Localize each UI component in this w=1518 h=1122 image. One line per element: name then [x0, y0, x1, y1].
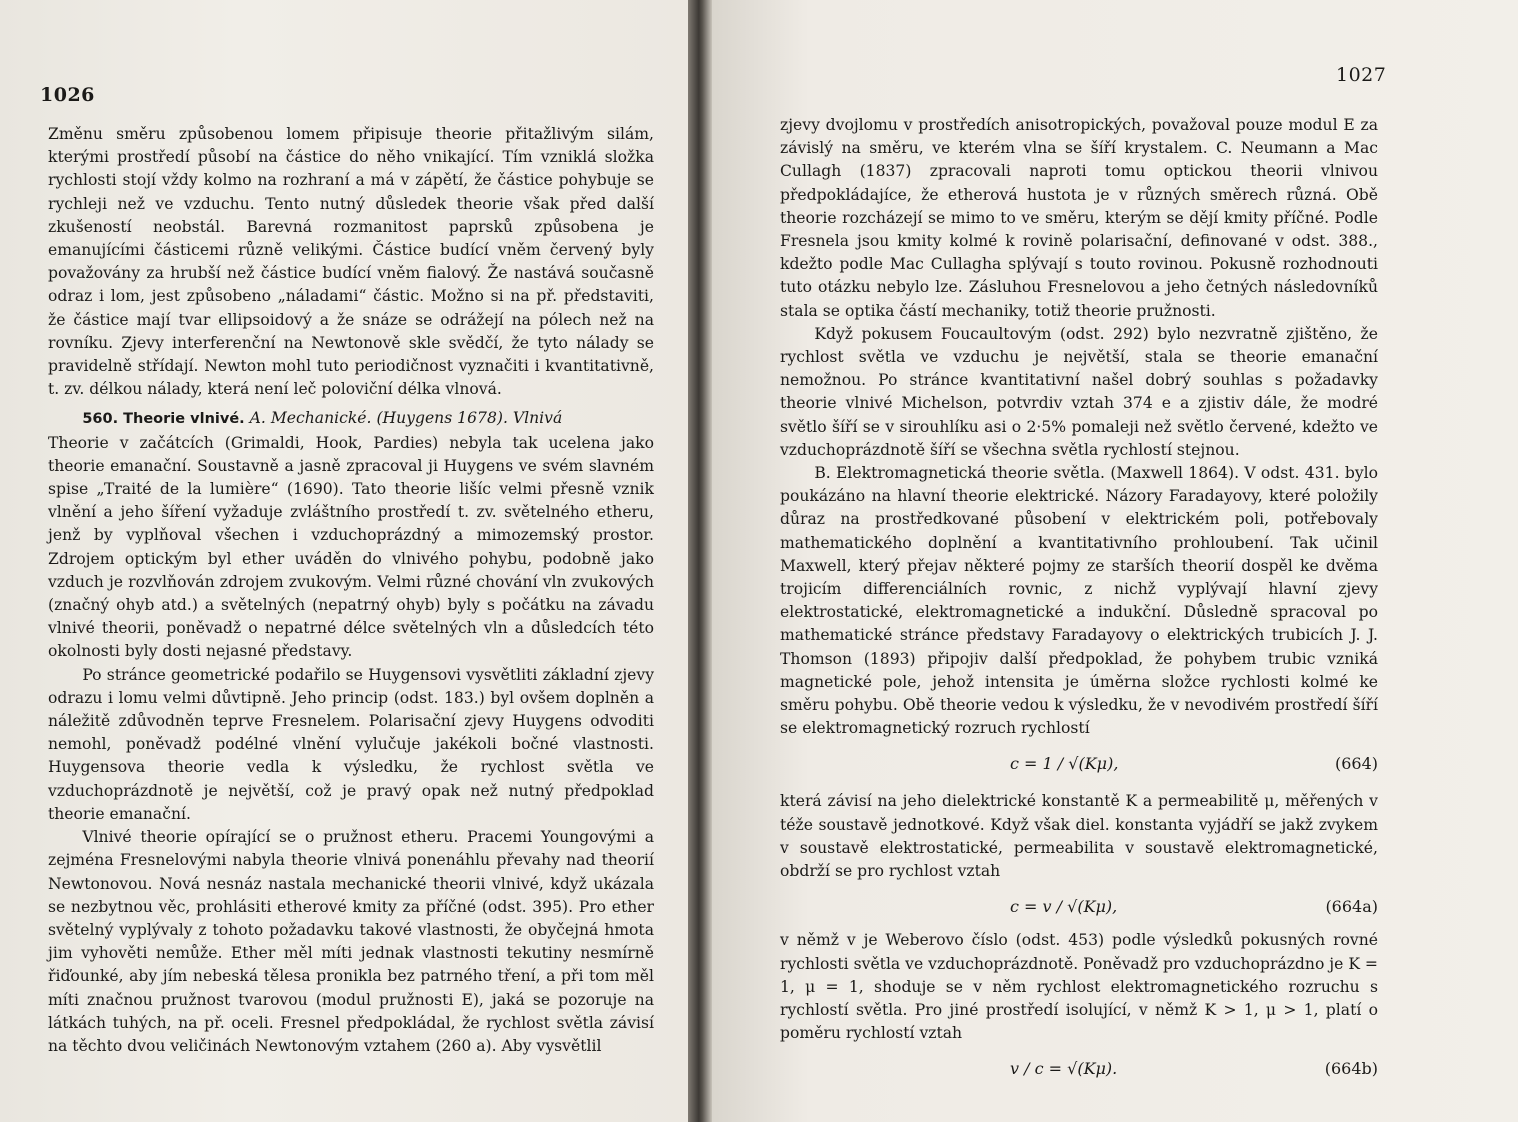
right-page-text — [780, 114, 1378, 1091]
equation-number: (664) — [1334, 754, 1378, 774]
book-gutter — [688, 0, 712, 1122]
paragraph: Po stránce geometrické podařilo se Huygensovi vysvětliti základní zjevy odrazu i lomu velmi důvtipně. Jeho princip (odst. 183.) byl ovšem doplněn a náležitě zdůvodněn teprve Fresnelem. Polarisační zjevy Huygens odvoditi nemohl, poněvadž podélné vlnění vylučuje jakékoli bočné vlastnosti. Huygensova theorie vedla k výsledku, že rychlost světla ve vzduchoprázdnotě je největší, což je pravý opak než nutný předpoklad theorie emanační. — [48, 665, 654, 823]
paragraph: v němž v je Weberovo číslo (odst. 453) podle výsledků pokusných rovné rychlosti světla ve vzduchoprázdnotě. Poněvadž pro vzduchoprázdno je K = 1, μ = 1, shoduje se v něm rychlost elektromagnetického rozruchu s rychlostí světla. Pro jiné prostředí isolující, v němž K > 1, μ > 1, platí o poměru rychlostí vztah — [780, 931, 1378, 1043]
equation-formula: v / c = √(Kμ). — [1010, 1059, 1118, 1079]
equation-formula: c = 1 / √(Kμ), — [1010, 754, 1119, 774]
left-page-text — [48, 123, 654, 1058]
right-page — [712, 0, 1518, 1122]
paragraph: Theorie v začátcích (Grimaldi, Hook, Pardies) nebyla tak ucelena jako theorie emanační. Soustavně a jasně zpracoval ji Huygens ve svém slavném spise „Traité de la lumière“ (1690). Tato theorie lišíc velmi přesně vznik vlnění a jeho šíření vyžaduje zvláštního prostředí t. zv. světelného etheru, jenž by vyplňoval všechen i vzduchoprázdný a mimozemský prostor. Zdrojem optickým byl ether uváděn do vlnivého pohybu, podobně jako vzduch je rozvlňován zdrojem zvukovým. Velmi různé chování vln zvukových (značný ohyb atd.) a světelných (nepatrný ohyb) byly s počátku na závadu vlnivé theorii, poněvadž o nepatrné délce světelných vln a důsledcích této okolnosti byly dosti nejasné představy. — [48, 433, 654, 661]
paragraph: Když pokusem Foucaultovým (odst. 292) bylo nezvratně zjištěno, že rychlost světla ve vzduchu je největší, stala se theorie emanační nemožnou. Po stránce kvantitativní našel dobrý souhlas s požadavky theorie vlnivé Michelson, potvrdiv vztah 374 e a zjistiv dále, že modré světlo šíří se v sirouhlíku asi o 2·5% pomaleji než světlo červené, kdežto ve vzduchoprázdnotě šíří se všechna světla rychlostí stejnou. — [780, 324, 1378, 459]
equation-664a — [780, 885, 1378, 927]
paragraph: Vlnivé theorie opírající se o pružnost etheru. Pracemi Youngovými a zejména Fresnelovými nabyla theorie vlnivá ponenáhlu převahy nad theorií Newtonovou. Nová nesnáz nastala mechanické theorii vlnivé, když ukázala se nezbytnou věc, prohlásiti etherové kmity za příčné (odst. 395). Pro ether světelný vyplývaly z tohoto požadavku takové vlastnosti, že obyčejná hmota jim vyhověti nemůže. Ether měl míti jednak vlastnosti tekutiny nesmírně řiďounké, aby jím nebeská tělesa pronikla bez patrného tření, a při tom měl míti značnou pružnost tvarovou (modul pružnosti E), jaká se pozoruje na látkách tuhých, na př. oceli. Fresnel předpokládal, že rychlost světla závisí na těchto dvou veličinách Newtonovým vztahem (260 a). Aby vysvětlil — [48, 828, 654, 1055]
page-number: 1027 — [1336, 64, 1387, 86]
section-start — [48, 407, 654, 431]
equation-664 — [780, 742, 1378, 788]
section-subheading: A. Mechanické. (Huygens 1678). Vlnivá — [249, 409, 563, 428]
page-number: 1026 — [40, 84, 95, 106]
equation-number: (664b) — [1324, 1059, 1378, 1079]
equation-664b — [780, 1047, 1378, 1089]
paragraph: která závisí na jeho dielektrické konstantě K a permeabilitě μ, měřených v téže soustavě jednotkové. Když však diel. konstanta vyjádří se jakž zvykem v soustavě elektrostatické, permeabilita v soustavě elektromagnetické, obdrží se pro rychlost vztah — [780, 792, 1378, 881]
equation-formula: c = v / √(Kμ), — [1010, 897, 1118, 917]
paragraph: zjevy dvojlomu v prostředích anisotropických, považoval pouze modul E za závislý na směru, ve kterém vlna se šíří krystalem. C. Neumann a Mac Cullagh (1837) zpracovali naproti tomu optickou theorii vlnivou předpokládajíce, že etherová hustota je v různých směrech různá. Obě theorie rozcházejí se mimo to ve směru, kterým se dějí kmity příčné. Podle Fresnela jsou kmity kolmé k rovině polarisační, definované v odst. 388., kdežto podle Mac Cullagha splývají s touto rovinou. Pokusně rozhodnouti tuto otázku nebylo lze. Zásluhou Fresnelovou a jeho četných následovníků stala se optika částí mechaniky, totiž theorie pružnosti. — [780, 116, 1378, 320]
section-heading: 560. Theorie vlnivé. — [82, 411, 245, 428]
paragraph: B. Elektromagnetická theorie světla. (Maxwell 1864). V odst. 431. bylo poukázáno na hlavní theorie elektrické. Názory Faradayovy, které položily důraz na prostředkované působení v elektrickém poli, potřebovaly mathematického doplnění a kvantitativního prohloubení. Tak učinil Maxwell, který přejav některé pojmy ze starších theorií dospěl ke dvěma trojicím differenciálních rovnic, z nichž vyplývají hlavní zjevy elektrostatické, elektromagnetické a indukční. Důsledně spracoval po mathematické stránce představy Faradayovy o elektrických trubicích J. J. Thomson (1893) připojiv další předpoklad, že pohybem trubic vzniká magnetické pole, jehož intensita je úměrna složce rychlosti kolmé ke směru pohybu. Obě theorie vedou k výsledku, že v nevodivém prostředí šíří se elektromagnetický rozruch rychlostí — [780, 464, 1378, 738]
equation-number: (664a) — [1325, 897, 1378, 917]
paragraph: Změnu směru způsobenou lomem připisuje theorie přitažlivým silám, kterými prostředí působí na částice do něho vnikající. Tím vzniklá složka rychlosti stojí vždy kolmo na rozhraní a má v zápětí, že částice pohybuje se rychleji než ve vzduchu. Tento nutný důsledek theorie však před další zkušeností neobstál. Barevná rozmanitost paprsků způsobena je emanujícími částicemi různě velikými. Částice budící vněm červený byly považovány za hrubší než částice budící vněm fialový. Že nastává současně odraz i lom, jest způsobeno „náladami“ částic. Možno si na př. představiti, že částice mají tvar ellipsoidový a že snáze se odrážejí na pólech než na rovníku. Zjevy interferenční na Newtonově skle svědčí, že tyto nálady se pravidelně střídají. Newton mohl tuto periodičnost vyznačiti i kvantitativně, t. zv. délkou nálady, která není leč poloviční délka vlnová. — [48, 125, 654, 399]
left-page — [0, 0, 688, 1122]
